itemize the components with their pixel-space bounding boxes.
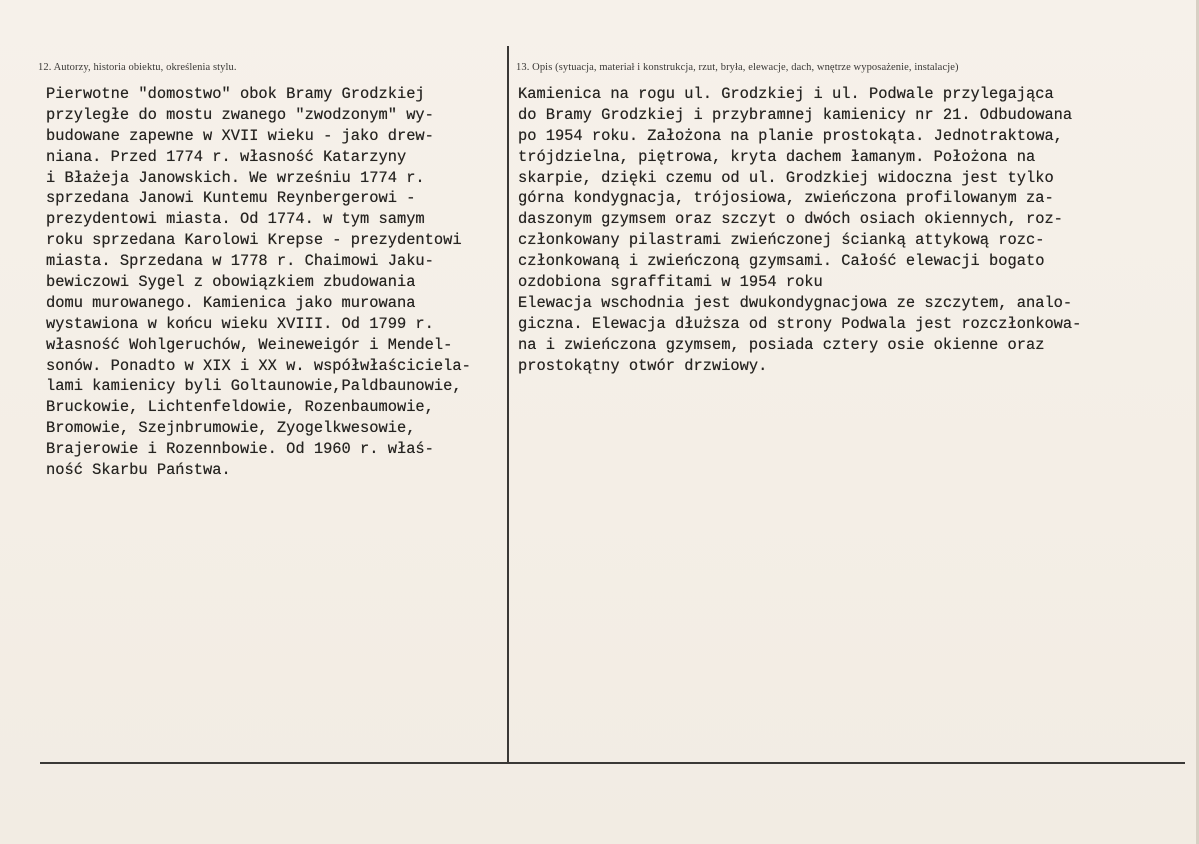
history-line: prezydentowi miasta. Od 1774. w tym samym — [46, 210, 425, 229]
description-line: Elewacja wschodnia jest dwukondygnacjowa ze szczytem, analo- — [518, 293, 1073, 312]
description-line: ozdobiona sgraffitami w 1954 roku — [518, 273, 823, 292]
history-line: roku sprzedana Karolowi Krepse - prezydentowi — [46, 231, 462, 250]
history-line: miasta. Sprzedana w 1778 r. Chaimowi Jaku- — [46, 252, 434, 271]
history-line: Bromowie, Szejnbrumowie, Zyogelkwesowie, — [46, 419, 416, 438]
history-line: własność Wohlgeruchów, Weineweigór i Mendel- — [46, 335, 453, 354]
description-typed-text — [518, 84, 1081, 376]
description-line: na i zwieńczona gzymsem, posiada cztery osie okienne oraz — [518, 335, 1045, 354]
history-line: lami kamienicy byli Goltaunowie,Paldbaunowie, — [46, 377, 462, 396]
history-line: Bruckowie, Lichtenfeldowie, Rozenbaumowie, — [46, 398, 434, 417]
history-line: Brajerowie i Rozennbowie. Od 1960 r. właś- — [46, 440, 434, 459]
description-line: giczna. Elewacja dłuższa od strony Podwala jest rozczłonkowa- — [518, 314, 1082, 333]
history-line: sonów. Ponadto w XIX i XX w. współwłaściciela- — [46, 356, 471, 375]
description-line: daszonym gzymsem oraz szczyt o dwóch osiach okiennych, roz- — [518, 210, 1063, 229]
history-line: bewiczowi Sygel z obowiązkiem zbudowania — [46, 273, 416, 292]
description-line: skarpie, dzięki czemu od ul. Grodzkiej widoczna jest tylko — [518, 168, 1054, 187]
description-line: członkowaną i zwieńczoną gzymsami. Całość elewacji bogato — [518, 252, 1045, 271]
description-field-label: 13. Opis (sytuacja, materiał i konstrukcja, rzut, bryła, elewacje, dach, wnętrze wyposażenie, instalacje) — [516, 62, 959, 73]
history-line: niana. Przed 1774 r. własność Katarzyny — [46, 147, 407, 166]
description-line: do Bramy Grodzkiej i przybramnej kamienicy nr 21. Odbudowana — [518, 105, 1073, 124]
history-line: domu murowanego. Kamienica jako murowana — [46, 293, 416, 312]
description-line: trójdzielna, piętrowa, kryta dachem łamanym. Położona na — [518, 147, 1036, 166]
description-line: członkowany pilastrami zwieńczonej ścianką attykową rozc- — [518, 231, 1045, 250]
history-line: wystawiona w końcu wieku XVIII. Od 1799 r. — [46, 314, 434, 333]
history-field-label: 12. Autorzy, historia obiektu, określenia stylu. — [38, 62, 237, 73]
history-line: i Błażeja Janowskich. We wrześniu 1774 r. — [46, 168, 425, 187]
description-line: prostokątny otwór drzwiowy. — [518, 356, 768, 375]
history-line: budowane zapewne w XVII wieku - jako drew- — [46, 126, 434, 145]
history-line: Pierwotne "domostwo" obok Bramy Grodzkiej — [46, 85, 425, 103]
bottom-rule — [40, 762, 1185, 764]
column-divider — [507, 46, 509, 762]
history-line: przyległe do mostu zwanego "zwodzonym" wy- — [46, 105, 434, 124]
history-typed-text — [46, 84, 471, 481]
description-line: po 1954 roku. Założona na planie prostokąta. Jednotraktowa, — [518, 126, 1063, 145]
history-line: sprzedana Janowi Kuntemu Reynbergerowi - — [46, 189, 416, 208]
description-line: Kamienica na rogu ul. Grodzkiej i ul. Podwale przylegająca — [518, 85, 1054, 103]
history-line: ność Skarbu Państwa. — [46, 461, 231, 480]
description-line: górna kondygnacja, trójosiowa, zwieńczona profilowanym za- — [518, 189, 1054, 208]
